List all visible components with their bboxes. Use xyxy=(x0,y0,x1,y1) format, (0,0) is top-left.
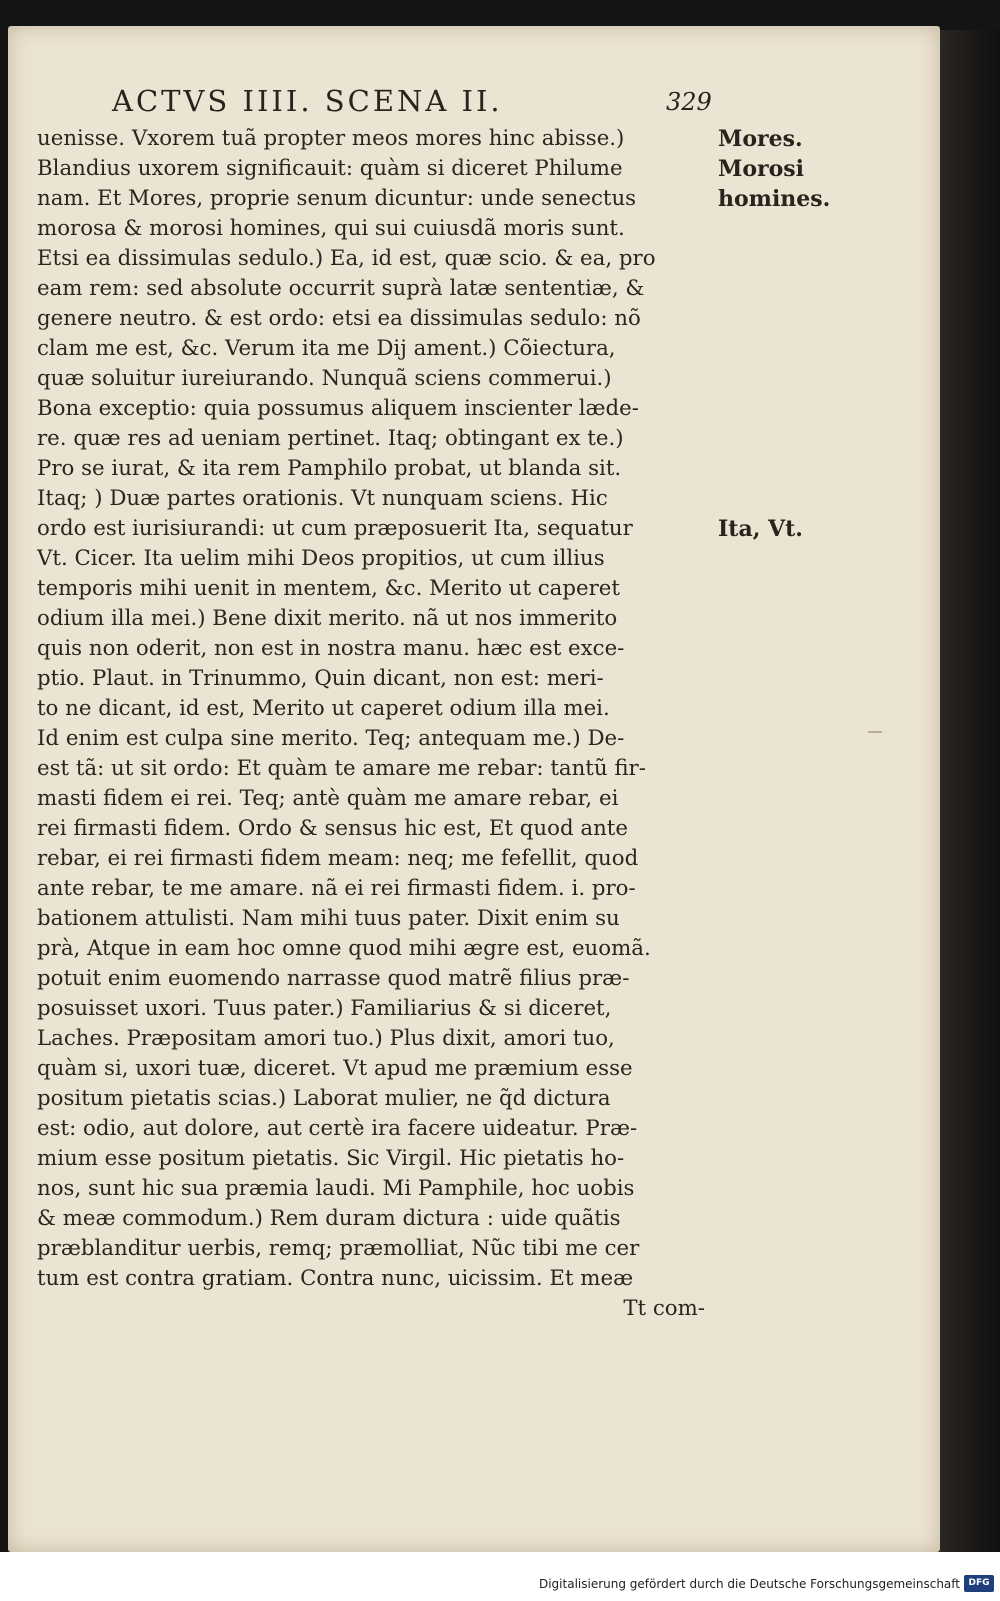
text-line: ante rebar, te me amare. nã ei rei firmasti fidem. i. pro- xyxy=(37,876,636,901)
text-line: prà, Atque in eam hoc omne quod mihi ægre est, euomã. xyxy=(37,936,651,961)
text-line: nam. Et Mores, proprie senum dicuntur: unde senectus xyxy=(37,186,637,211)
text-line: mium esse positum pietatis. Sic Virgil. Hic pietatis ho- xyxy=(37,1146,625,1171)
text-line: Vt. Cicer. Ita uelim mihi Deos propitios, ut cum illius xyxy=(37,546,605,571)
text-line: Blandius uxorem significauit: quàm si diceret Philume xyxy=(37,156,623,181)
book-spine xyxy=(940,30,1000,1552)
text-line: Itaq; ) Duæ partes orationis. Vt nunquam sciens. Hic xyxy=(37,486,608,511)
text-line: tum est contra gratiam. Contra nunc, uicissim. Et meæ xyxy=(37,1266,634,1291)
page-mark xyxy=(868,731,882,733)
text-line: Laches. Præpositam amori tuo.) Plus dixit, amori tuo, xyxy=(37,1026,615,1051)
margin-note: Morosi xyxy=(718,156,805,182)
text-line: posuisset uxori. Tuus pater.) Familiarius & si diceret, xyxy=(37,996,612,1021)
text-line: Pro se iurat, & ita rem Pamphilo probat, ut blanda sit. xyxy=(37,456,622,481)
margin-note: Ita, Vt. xyxy=(718,516,803,542)
footer-credit: Digitalisierung gefördert durch die Deutsche Forschungsgemeinschaft xyxy=(538,1577,960,1591)
text-line: quæ soluitur iureiurando. Nunquã sciens commerui.) xyxy=(37,366,612,391)
page-header xyxy=(8,84,940,124)
text-line: ptio. Plaut. in Trinummo, Quin dicant, non est: meri- xyxy=(37,666,604,691)
margin-note: Mores. xyxy=(718,126,803,152)
catchword: Tt com- xyxy=(623,1296,705,1321)
text-line: præblanditur uerbis, remq; præmolliat, Nũc tibi me cer xyxy=(37,1236,640,1261)
text-line: odium illa mei.) Bene dixit merito. nã ut nos immerito xyxy=(37,606,618,631)
text-line: positum pietatis scias.) Laborat mulier, ne q̃d dictura xyxy=(37,1086,611,1111)
text-line: uenisse. Vxorem tuã propter meos mores hinc abisse.) xyxy=(37,126,625,151)
text-line: rebar, ei rei firmasti fidem meam: neq; me fefellit, quod xyxy=(37,846,639,871)
text-line: est: odio, aut dolore, aut certè ira facere uideatur. Præ- xyxy=(37,1116,638,1141)
text-line: Bona exceptio: quia possumus aliquem inscienter lædе- xyxy=(37,396,639,421)
margin-note: homines. xyxy=(718,186,831,212)
text-line: est tã: ut sit ordo: Et quàm te amare me rebar: tantũ fir- xyxy=(37,756,646,781)
book-page xyxy=(8,26,940,1552)
body-text xyxy=(37,124,717,1324)
text-line: Id enim est culpa sine merito. Teq; antequam me.) De- xyxy=(37,726,625,751)
dfg-logo-icon: DFG xyxy=(964,1575,994,1592)
text-line: & meæ commodum.) Rem duram dictura : uide quãtis xyxy=(37,1206,621,1231)
page-number: 329 xyxy=(666,88,712,116)
text-line: ordo est iurisiurandi: ut cum præposuerit Ita, sequatur xyxy=(37,516,633,541)
text-line: masti fidem ei rei. Teq; antè quàm me amare rebar, ei xyxy=(37,786,619,811)
text-line: temporis mihi uenit in mentem, &c. Merito ut caperet xyxy=(37,576,620,601)
text-line: bationem attulisti. Nam mihi tuus pater. Dixit enim su xyxy=(37,906,620,931)
text-line: morosa & morosi homines, qui sui cuiusdã moris sunt. xyxy=(37,216,625,241)
text-line: eam rem: sed absolute occurrit suprà latæ sententiæ, & xyxy=(37,276,645,301)
text-line: Etsi ea dissimulas sedulo.) Ea, id est, quæ scio. & ea, pro xyxy=(37,246,656,271)
text-line: rei firmasti fidem. Ordo & sensus hic est, Et quod ante xyxy=(37,816,628,841)
text-line: genere neutro. & est ordo: etsi ea dissimulas sedulo: nõ xyxy=(37,306,641,331)
text-line: clam me est, &c. Verum ita me Dij ament.) Cõiectura, xyxy=(37,336,616,361)
text-line: quàm si, uxori tuæ, diceret. Vt apud me præmium esse xyxy=(37,1056,633,1081)
text-line: to ne dicant, id est, Merito ut caperet odium illa mei. xyxy=(37,696,610,721)
text-line: quis non oderit, non est in nostra manu. hæc est exce- xyxy=(37,636,625,661)
running-head: ACTVS IIII. SCENA II. xyxy=(112,84,503,118)
footer-bar xyxy=(0,1552,1000,1601)
text-line: potuit enim euomendo narrasse quod matrẽ filius præ- xyxy=(37,966,630,991)
text-line: nos, sunt hic sua præmia laudi. Mi Pamphile, hoc uobis xyxy=(37,1176,635,1201)
text-line: re. quæ res ad ueniam pertinet. Itaq; obtingant ex te.) xyxy=(37,426,624,451)
